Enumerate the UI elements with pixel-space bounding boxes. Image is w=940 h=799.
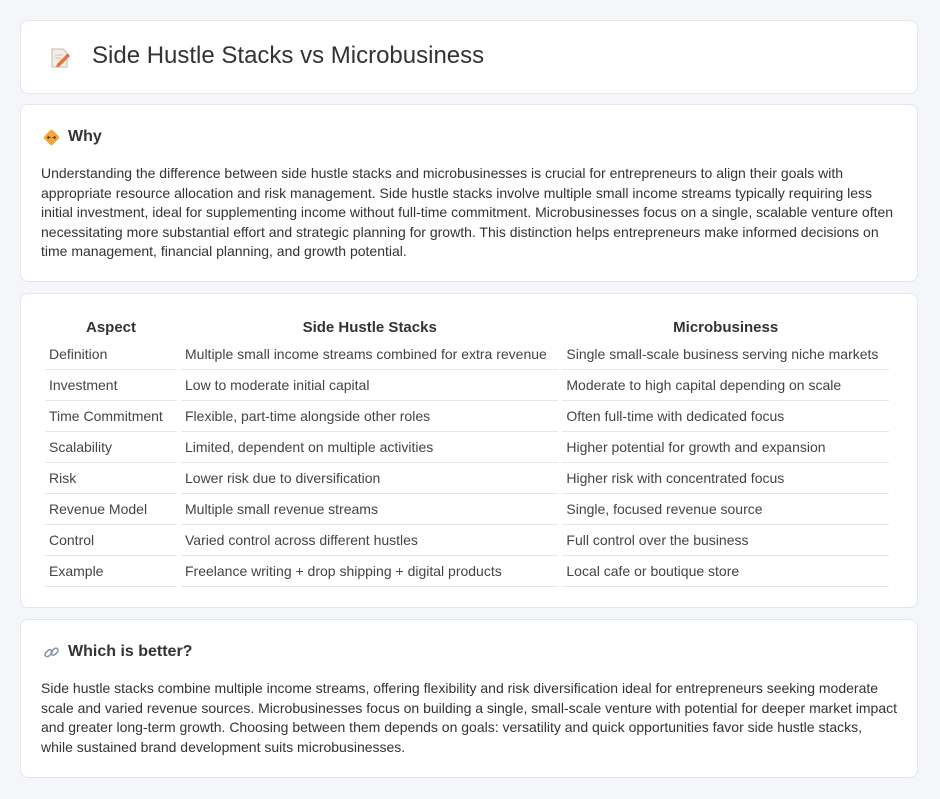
table-cell: Multiple small income streams combined for extra revenue bbox=[181, 339, 558, 370]
table-cell: Definition bbox=[45, 339, 177, 370]
column-header-side-hustle: Side Hustle Stacks bbox=[302, 318, 437, 336]
why-text: Understanding the difference between side hustle stacks and microbusinesses is crucial for entrepreneurs to align their goals with appropriate resource allocation and risk management. Side hustle stacks involve multiple small income streams typically requiring less initial investment, ideal for supplementing income without full-time commitment. Microbusinesses focus on a single, scalable venture often necessitating more substantial effort and strategic planning for growth. This distinction helps entrepreneurs make informed decisions on time management, financial planning, and growth potential. bbox=[41, 165, 894, 260]
table-cell: Limited, dependent on multiple activities bbox=[181, 432, 558, 463]
why-section bbox=[20, 104, 918, 282]
table-cell: Scalability bbox=[45, 432, 177, 463]
table-cell: Varied control across different hustles bbox=[181, 525, 558, 556]
table-cell: Multiple small revenue streams bbox=[181, 494, 558, 525]
comparison-section bbox=[20, 293, 918, 608]
table-cell: Low to moderate initial capital bbox=[181, 370, 558, 401]
which-is-better-title: Which is better? bbox=[68, 643, 193, 660]
table-row bbox=[45, 463, 889, 494]
document-edit-icon bbox=[49, 47, 71, 69]
table-cell: Risk bbox=[45, 463, 177, 494]
which-is-better-section bbox=[20, 619, 918, 778]
table-cell: Example bbox=[45, 556, 177, 587]
table-cell: Single small-scale business serving niche markets bbox=[562, 339, 889, 370]
table-row bbox=[45, 401, 889, 432]
page-title: Side Hustle Stacks vs Microbusiness bbox=[92, 42, 485, 69]
link-icon bbox=[43, 644, 60, 661]
diamond-arrows-icon bbox=[43, 129, 60, 146]
table-cell: Higher potential for growth and expansion bbox=[562, 432, 889, 463]
table-row bbox=[45, 432, 889, 463]
table-row bbox=[45, 494, 889, 525]
table-row bbox=[45, 339, 889, 370]
column-header-microbusiness: Microbusiness bbox=[673, 318, 779, 336]
why-heading bbox=[43, 127, 102, 147]
table-cell: Time Commitment bbox=[45, 401, 177, 432]
table-cell: Freelance writing + drop shipping + digital products bbox=[181, 556, 558, 587]
table-cell: Revenue Model bbox=[45, 494, 177, 525]
table-row bbox=[45, 370, 889, 401]
which-is-better-heading bbox=[43, 642, 192, 662]
table-cell: Control bbox=[45, 525, 177, 556]
table-cell: Moderate to high capital depending on scale bbox=[562, 370, 889, 401]
table-cell: Higher risk with concentrated focus bbox=[562, 463, 889, 494]
comparison-table bbox=[41, 315, 893, 587]
table-cell: Single, focused revenue source bbox=[562, 494, 889, 525]
column-header-aspect: Aspect bbox=[85, 318, 137, 336]
table-cell: Local cafe or boutique store bbox=[562, 556, 889, 587]
header-card bbox=[20, 20, 918, 94]
table-cell: Flexible, part-time alongside other roles bbox=[181, 401, 558, 432]
table-cell: Lower risk due to diversification bbox=[181, 463, 558, 494]
table-header-row bbox=[45, 315, 889, 339]
table-cell: Investment bbox=[45, 370, 177, 401]
table-cell: Often full-time with dedicated focus bbox=[562, 401, 889, 432]
table-cell: Full control over the business bbox=[562, 525, 889, 556]
why-title: Why bbox=[68, 128, 102, 145]
table-row bbox=[45, 525, 889, 556]
table-row bbox=[45, 556, 889, 587]
which-is-better-text: Side hustle stacks combine multiple income streams, offering flexibility and risk diversification ideal for entrepreneurs seeking moderate scale and varied revenue sources. Microbusinesses focus on building a single, small-scale venture with potential for deeper market impact and greater long-term growth. Choosing between them depends on goals: versatility and quick opportunities favor side hustle stacks, while sustained brand development suits microbusinesses. bbox=[41, 680, 897, 755]
